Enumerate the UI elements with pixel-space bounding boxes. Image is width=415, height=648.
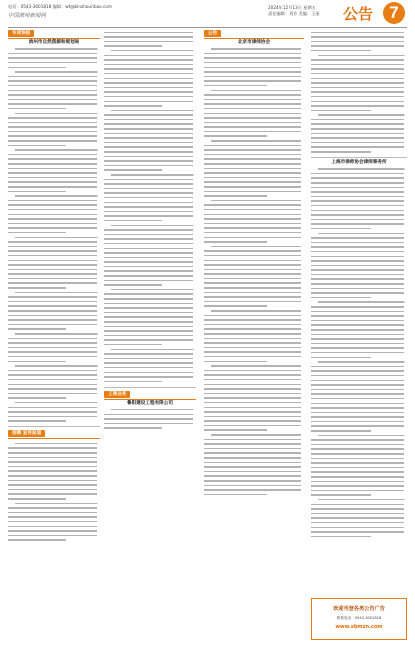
header-rule [8,27,407,28]
column-1 [8,30,100,640]
advert-url: www.sbmzn.com [335,624,383,630]
editor-line: 责任编辑：刘芳 美编：王丽 [268,11,320,16]
col3-tag: 公告 [204,30,221,37]
masthead [0,0,415,28]
col2-divider [104,387,196,388]
col3-tagbar [204,30,304,39]
column-4 [311,30,407,640]
col1-divider [8,426,100,427]
col1-title: 滨州市自然资源和规划局 [28,40,80,45]
col2-body-2 [104,407,196,430]
col2-title: 鲁阳建设工程有限公司 [127,400,173,406]
col4-title: 上海市律师协会律师事务所 [331,160,387,166]
advert-box [311,598,407,640]
col3-body [204,47,304,497]
col1-tag-2: 招聘 宣传报道 [8,430,45,437]
page-number-badge: 7 [383,2,405,24]
col1-tagbar-2 [8,430,100,439]
col4-body-2 [311,167,407,539]
col2-tag: 工商业务 [104,391,130,398]
col4-divider [311,157,407,158]
advert-title: 欢迎刊登各类公告广告 [333,606,385,612]
col2-body [104,30,196,384]
advert-phone: 联系电话：0543-3001818 [336,616,382,620]
issue-date: 2024年12月13日 星期五 [268,5,316,10]
col3-title: 北京市律师协会 [237,40,271,45]
section-title: 公告 [343,5,374,23]
column-2 [104,30,196,640]
contact-line: 电话：0543-3001818 编辑：wt@binzhouribao.com [8,4,112,9]
col2-tagbar [104,391,196,400]
col1-body [8,47,100,424]
col1-tag: 专项快报 [8,30,34,37]
site-name: 中国滨州新闻网 [8,13,46,19]
col1-tagbar [8,30,100,39]
column-3 [204,30,304,640]
col1-body-2 [8,441,100,542]
col4-body [311,30,407,154]
